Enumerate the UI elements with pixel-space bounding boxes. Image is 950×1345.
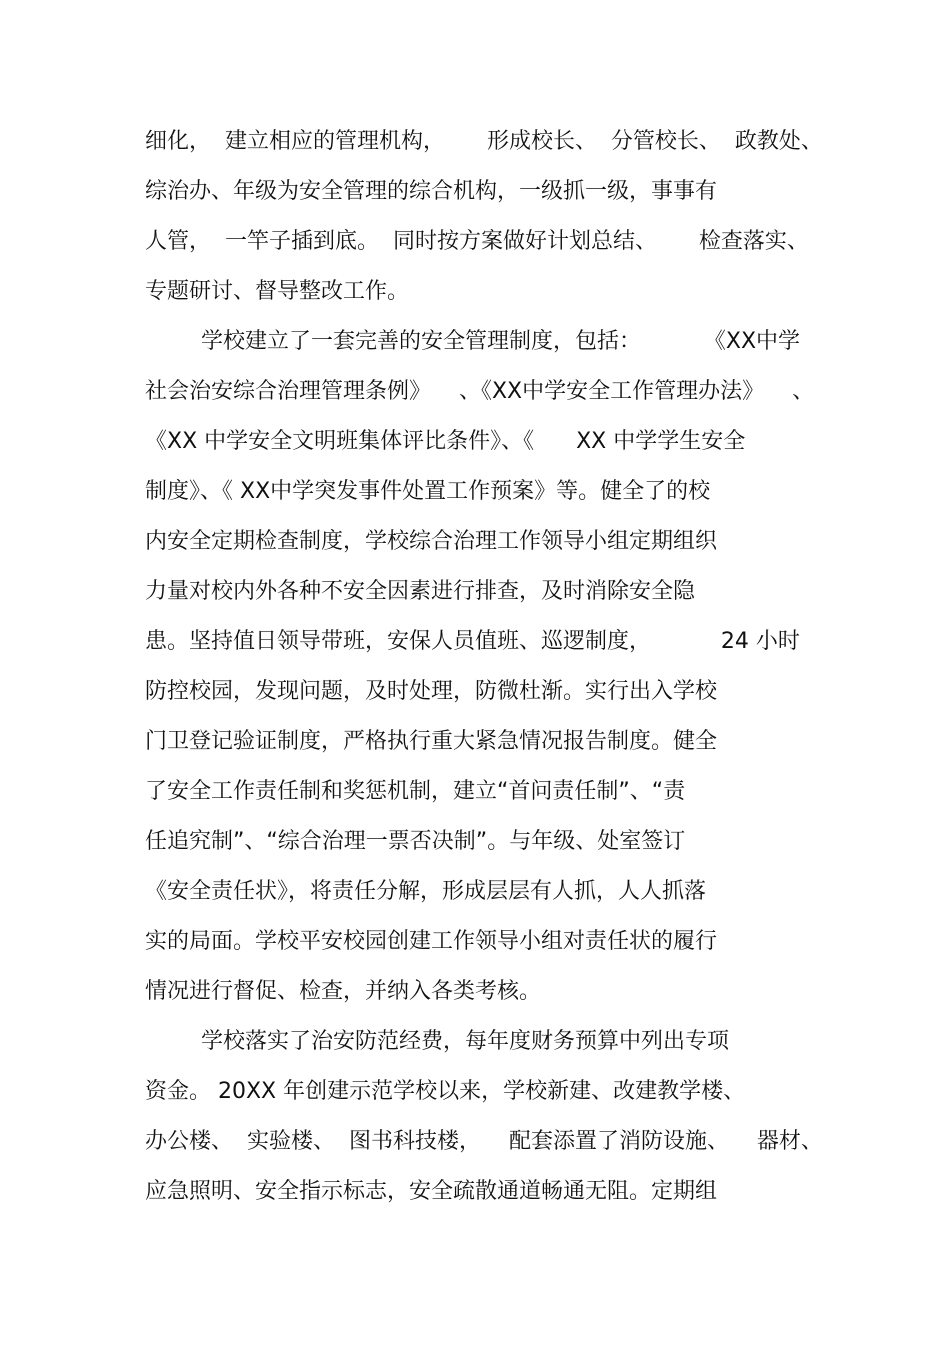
text-line: 门卫登记验证制度，严格执行重大紧急情况报告制度。健全 xyxy=(145,729,718,754)
text-line: 《安全责任状》，将责任分解，形成层层有人抓，人人抓落 xyxy=(145,879,707,904)
text-line: 力量对校内外各种不安全因素进行排查，及时消除安全隐 xyxy=(145,579,696,604)
text-line: 综治办、年级为安全管理的综合机构，一级抓一级，事事有 xyxy=(145,179,718,204)
body-text xyxy=(145,122,825,1222)
text-line: 办公楼、 实验楼、 图书科技楼， 配套添置了消防设施、 器材、 xyxy=(145,1129,823,1154)
text-line: 实的局面。学校平安校园创建工作领导小组对责任状的履行 xyxy=(145,929,718,954)
text-line: 内安全定期检查制度，学校综合治理工作领导小组定期组织 xyxy=(145,529,718,554)
text-line: 了安全工作责任制和奖惩机制，建立“首问责任制”、“责 xyxy=(145,779,686,804)
text-line: 制度》、《 XX中学突发事件处置工作预案》等。健全了的校 xyxy=(145,479,711,504)
text-line: 情况进行督促、检查，并纳入各类考核。 xyxy=(145,979,542,1004)
text-line: 资金。 20XX 年创建示范学校以来，学校新建、改建教学楼、 xyxy=(145,1079,746,1104)
text-line: 患。坚持值日领导带班，安保人员值班、巡逻制度， 24 小时 xyxy=(145,629,800,654)
text-line: 社会治安综合治理管理条例》 、《XX中学安全工作管理办法》 、 xyxy=(145,379,815,404)
text-line: 任追究制”、“综合治理一票否决制”。与年级、处室签订 xyxy=(145,829,686,854)
text-line: 《XX 中学安全文明班集体评比条件》、《 XX 中学学生安全 xyxy=(145,429,746,454)
text-line: 防控校园，发现问题，及时处理，防微杜渐。实行出入学校 xyxy=(145,679,718,704)
text-line: 人管， 一竿子插到底。 同时按方案做好计划总结、 检查落实、 xyxy=(145,229,809,254)
text-line: 专题研讨、督导整改工作。 xyxy=(145,279,410,304)
text-line: 学校落实了治安防范经费，每年度财务预算中列出专项 xyxy=(145,1029,729,1054)
text-line: 细化， 建立相应的管理机构， 形成校长、 分管校长、 政教处、 xyxy=(145,129,823,154)
text-line: 应急照明、安全指示标志，安全疏散通道畅通无阻。定期组 xyxy=(145,1179,718,1204)
text-line: 学校建立了一套完善的安全管理制度，包括： 《XX中学 xyxy=(145,329,801,354)
